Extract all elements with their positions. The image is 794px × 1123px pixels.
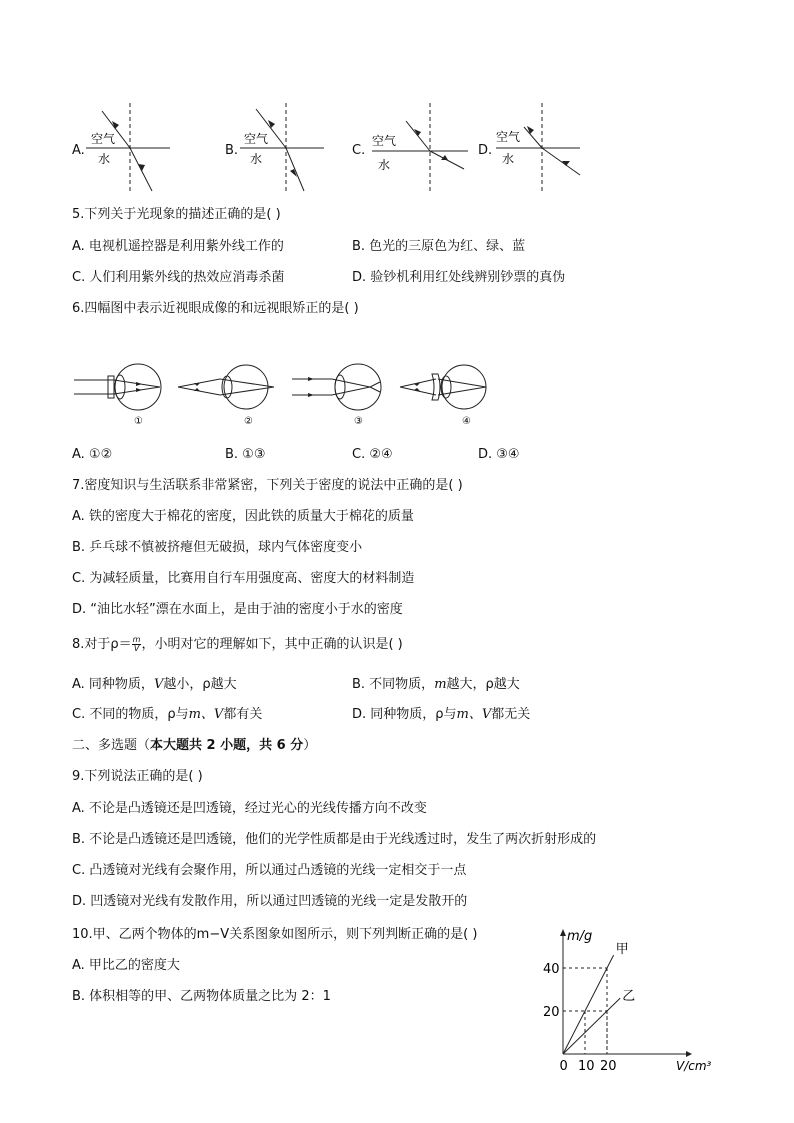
eye-label-3: ③ xyxy=(354,416,363,427)
q6-option-b: B. ①③ xyxy=(225,447,266,462)
eye-diagram-4 xyxy=(400,365,486,427)
series-label-jia: 甲 xyxy=(615,942,629,958)
air-label-c: 空气 xyxy=(372,134,397,148)
section-2-heading: 二、多选题（本大题共 2 小题，共 6 分） xyxy=(72,738,317,753)
q6-stem: 6.四幅图中表示近视眼成像的和远视眼矫正的是( ) xyxy=(72,301,359,316)
q7-option-d: D. “油比水轻”漂在水面上，是由于油的密度小于水的密度 xyxy=(72,602,403,617)
y-axis-label: m/g xyxy=(567,929,593,944)
series-line-jia xyxy=(563,955,614,1054)
option-letter-a: A. xyxy=(72,143,85,158)
q10-option-b: B. 体积相等的甲、乙两物体质量之比为 2：1 xyxy=(72,989,331,1004)
y-tick-label-40: 40 xyxy=(543,962,560,977)
water-label-b: 水 xyxy=(250,152,263,166)
q10-stem: 10.甲、乙两个物体的m−V关系图象如图所示，则下列判断正确的是( ) xyxy=(72,927,478,942)
air-label-a: 空气 xyxy=(91,132,116,146)
q8-density-fraction xyxy=(132,636,142,653)
q6-option-c: C. ②④ xyxy=(352,447,393,462)
q10-option-a: A. 甲比乙的密度大 xyxy=(72,958,180,973)
q7-option-a: A. 铁的密度大于棉花的密度，因此铁的质量大于棉花的质量 xyxy=(72,509,414,524)
q5-option-c: C. 人们利用紫外线的热效应消毒杀菌 xyxy=(72,270,285,285)
eye-diagrams xyxy=(70,362,500,430)
air-label-d: 空气 xyxy=(496,130,521,144)
y-tick-label-20: 20 xyxy=(543,1005,560,1020)
q6-option-a: A. ①② xyxy=(72,447,113,462)
x-tick-label-0: 0 xyxy=(559,1059,568,1074)
q8-frac-num: m xyxy=(132,635,141,644)
q5-stem: 5.下列关于光现象的描述正确的是( ) xyxy=(72,207,281,222)
q9-option-b: B. 不论是凸透镜还是凹透镜，他们的光学性质都是由于光线透过时，发生了两次折射形成的 xyxy=(72,832,597,847)
eye-label-2: ② xyxy=(244,416,253,427)
x-axis-arrow xyxy=(686,1051,692,1057)
refraction-diagram-c xyxy=(368,103,472,195)
q5-option-b: B. 色光的三原色为红、绿、蓝 xyxy=(352,239,526,254)
q8-frac-den: V xyxy=(133,644,140,653)
q9-stem: 9.下列说法正确的是( ) xyxy=(72,769,203,784)
q8-stem-prefix: 8.对于ρ＝ xyxy=(72,637,132,652)
q9-option-d: D. 凹透镜对光线有发散作用，所以通过凹透镜的光线一定是发散开的 xyxy=(72,894,468,909)
q8-stem xyxy=(72,636,403,654)
option-letter-b: B. xyxy=(225,143,239,158)
x-tick-label-10: 10 xyxy=(578,1059,595,1074)
refraction-diagram-b xyxy=(240,103,330,195)
q8-option-d: D. 同种物质，ρ与m、V都无关 xyxy=(352,707,531,722)
eye-label-1: ① xyxy=(134,416,143,427)
q9-option-a: A. 不论是凸透镜还是凹透镜，经过光心的光线传播方向不改变 xyxy=(72,801,427,816)
q7-option-b: B. 乒乓球不慎被挤瘪但无破损，球内气体密度变小 xyxy=(72,540,363,555)
refraction-diagram-a xyxy=(86,103,176,195)
air-label-b: 空气 xyxy=(244,132,269,146)
q7-option-c: C. 为减轻质量，比赛用自行车用强度高、密度大的材料制造 xyxy=(72,571,415,586)
y-axis-arrow xyxy=(560,929,566,936)
option-letter-d: D. xyxy=(478,143,493,158)
x-tick-label-20: 20 xyxy=(600,1059,617,1074)
series-label-yi: 乙 xyxy=(622,989,636,1005)
option-letter-c: C. xyxy=(352,143,366,158)
q5-option-a: A. 电视机遥控器是利用紫外线工作的 xyxy=(72,239,284,254)
q8-option-c: C. 不同的物质，ρ与m、V都有关 xyxy=(72,707,263,722)
q8-stem-suffix: ，小明对它的理解如下，其中正确的认识是( ) xyxy=(141,637,403,652)
eye-label-4: ④ xyxy=(462,416,471,427)
water-label-a: 水 xyxy=(98,152,111,166)
q7-stem: 7.密度知识与生活联系非常紧密，下列关于密度的说法中正确的是( ) xyxy=(72,478,463,493)
q8-option-b: B. 不同物质，m越大，ρ越大 xyxy=(352,677,520,692)
q9-option-c: C. 凸透镜对光线有会聚作用，所以通过凸透镜的光线一定相交于一点 xyxy=(72,863,467,878)
series-line-yi xyxy=(563,998,620,1054)
eye-diagram-3 xyxy=(292,364,381,427)
x-axis-label: V/cm³ xyxy=(676,1059,712,1073)
refraction-diagram-d xyxy=(494,103,586,195)
q5-option-d: D. 验钞机利用红处线辨别钞票的真伪 xyxy=(352,270,566,285)
mv-chart xyxy=(536,924,736,1074)
eye-diagram-1 xyxy=(74,364,161,427)
q8-option-a: A. 同种物质，V越小，ρ越大 xyxy=(72,677,237,692)
water-label-d: 水 xyxy=(502,152,515,166)
water-label-c: 水 xyxy=(378,158,391,172)
eye-diagram-2 xyxy=(178,365,274,427)
q6-option-d: D. ③④ xyxy=(478,447,520,462)
